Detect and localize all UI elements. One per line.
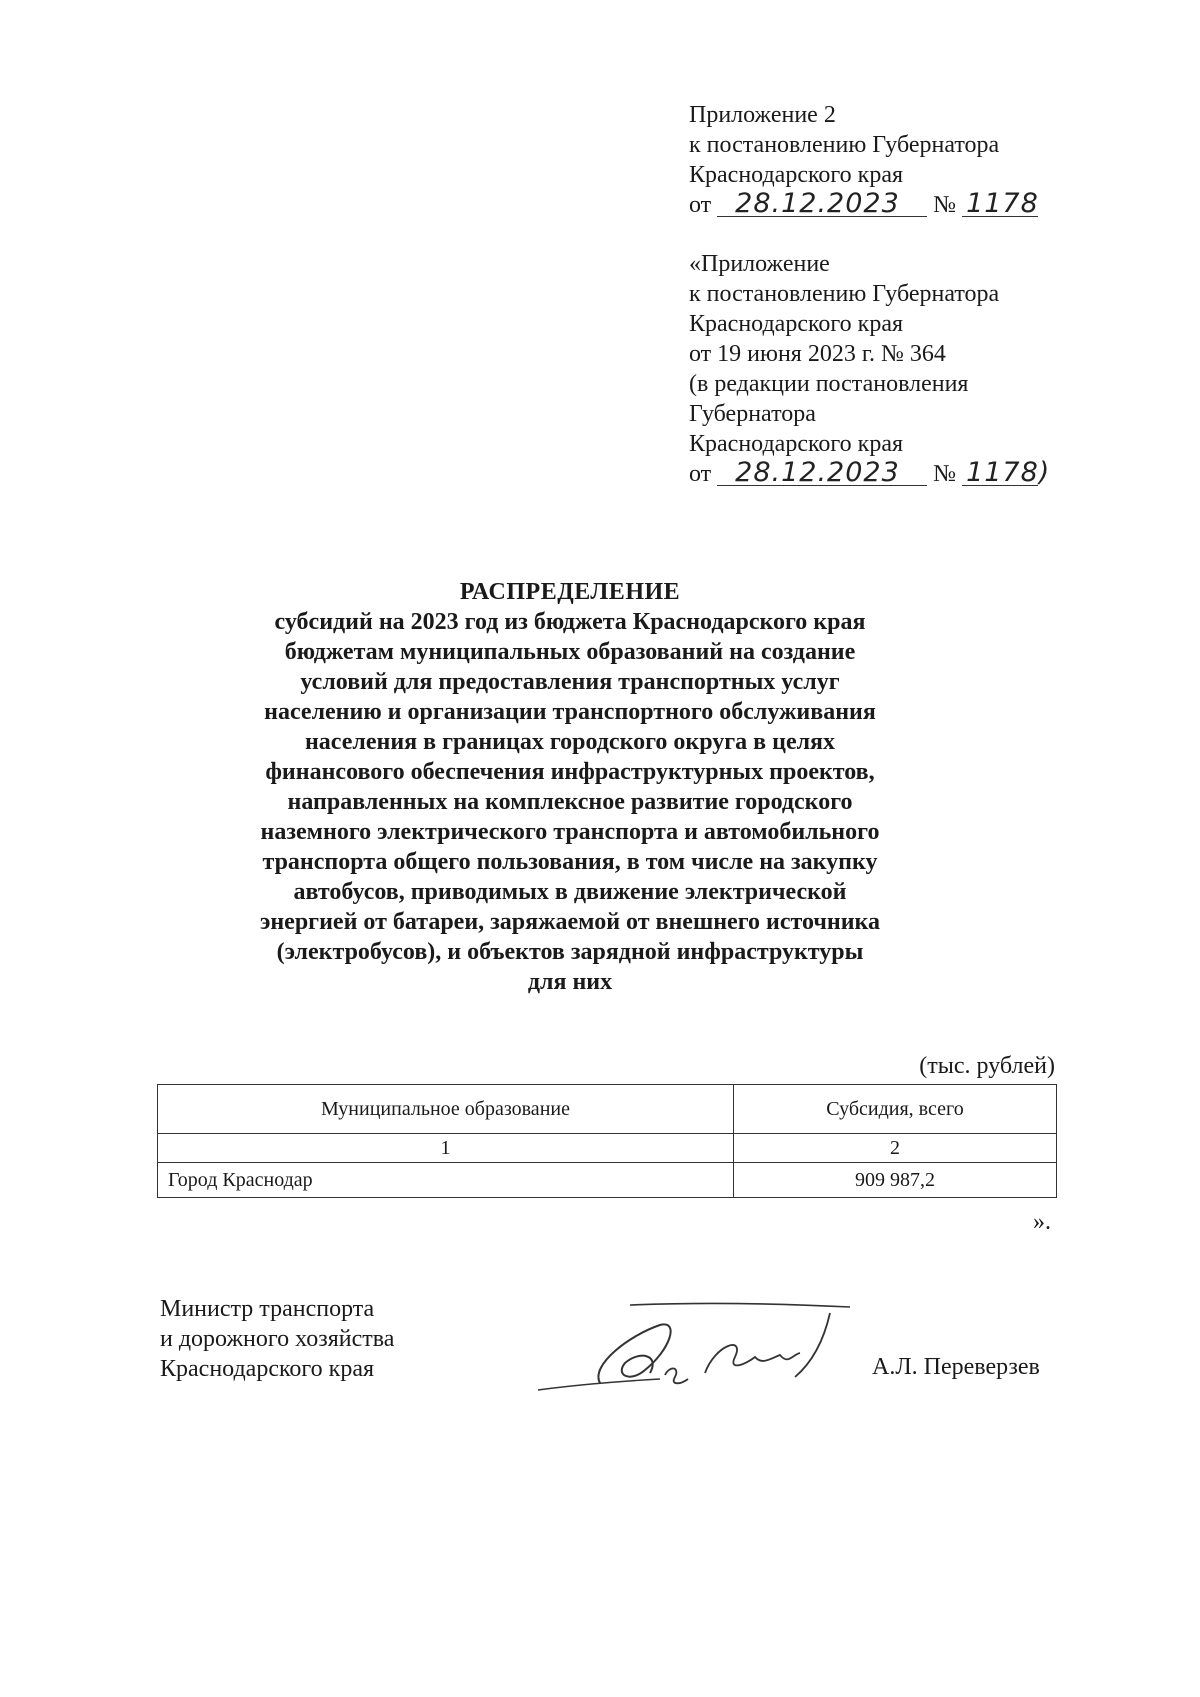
signer-line: Министр транспорта [160,1296,375,1322]
quoted-region-line: Краснодарского края [689,431,904,457]
title-line: наземного электрического транспорта и автомобильного [260,819,880,845]
number-label: № [933,192,957,218]
quoted-appendix-title: «Приложение [689,251,830,277]
title-heading: РАСПРЕДЕЛЕНИЕ [459,579,681,605]
quoted-number-label: № [933,461,957,487]
title-line: автобусов, приводимых в движение электрической [293,879,847,905]
quoted-handwritten-number [962,457,1051,488]
quoted-governor-line: Губернатора [689,401,816,427]
title-line: энергией от батареи, заряжаемой от внешнего источника [259,909,880,935]
handwritten-date: 28.12.2023 [717,192,927,217]
table-row [158,1163,1057,1198]
table-header-row [158,1085,1057,1134]
table-column-numbers-row [158,1134,1057,1163]
units-label: (тыс. рублей) [919,1053,1055,1079]
quoted-date-line [689,457,1051,489]
approval-block [689,100,1051,489]
quoted-original-date: от 19 июня 2023 г. № 364 [689,341,946,367]
document-title [180,577,960,997]
title-line: субсидий на 2023 год из бюджета Краснодарского края [274,609,866,635]
signer-title [160,1294,394,1384]
title-line: направленных на комплексное развитие городского [287,789,853,815]
title-line: финансового обеспечения инфраструктурных проектов, [265,759,875,785]
header-municipality: Муниципальное образование [158,1085,734,1134]
approval-line-region: Краснодарского края [689,162,904,188]
title-line: населению и организации транспортного обслуживания [264,699,876,725]
title-line: условий для предоставления транспортных услуг [300,669,840,695]
quoted-from-label: от [689,461,712,487]
column-number-2: 2 [734,1134,1057,1163]
title-line: транспорта общего пользования, в том числе на закупку [262,849,878,875]
title-line: (электробусов), и объектов зарядной инфраструктуры [276,939,864,965]
column-number-1: 1 [158,1134,734,1163]
quoted-handwritten-date: 28.12.2023 [717,461,927,486]
header-subsidy: Субсидия, всего [734,1085,1057,1134]
handwritten-number: 1178 [962,192,1038,217]
signer-name: А.Л. Переверзев [872,1354,1040,1380]
approval-line-decree: к постановлению Губернатора [689,132,1000,158]
subsidy-value: 909 987,2 [734,1163,1057,1198]
closing-quote: ». [1033,1209,1051,1235]
quoted-close-paren: ) [1038,457,1051,488]
title-line: для них [527,969,613,995]
distribution-table [157,1084,1057,1198]
quoted-line-decree: к постановлению Губернатора [689,281,1000,307]
approval-title: Приложение 2 [689,102,836,128]
from-label: от [689,192,712,218]
signer-line: Краснодарского края [160,1356,375,1382]
title-line: бюджетам муниципальных образований на создание [284,639,856,665]
quoted-line-region: Краснодарского края [689,311,904,337]
title-line: населения в границах городского округа в целях [304,729,836,755]
handwritten-signature [530,1295,860,1405]
quoted-number-value: 1178 [966,457,1039,488]
municipality-name: Город Краснодар [158,1163,734,1198]
signer-line: и дорожного хозяйства [160,1326,395,1352]
approval-date-line [689,190,1038,220]
quoted-edition-line: (в редакции постановления [689,371,969,397]
